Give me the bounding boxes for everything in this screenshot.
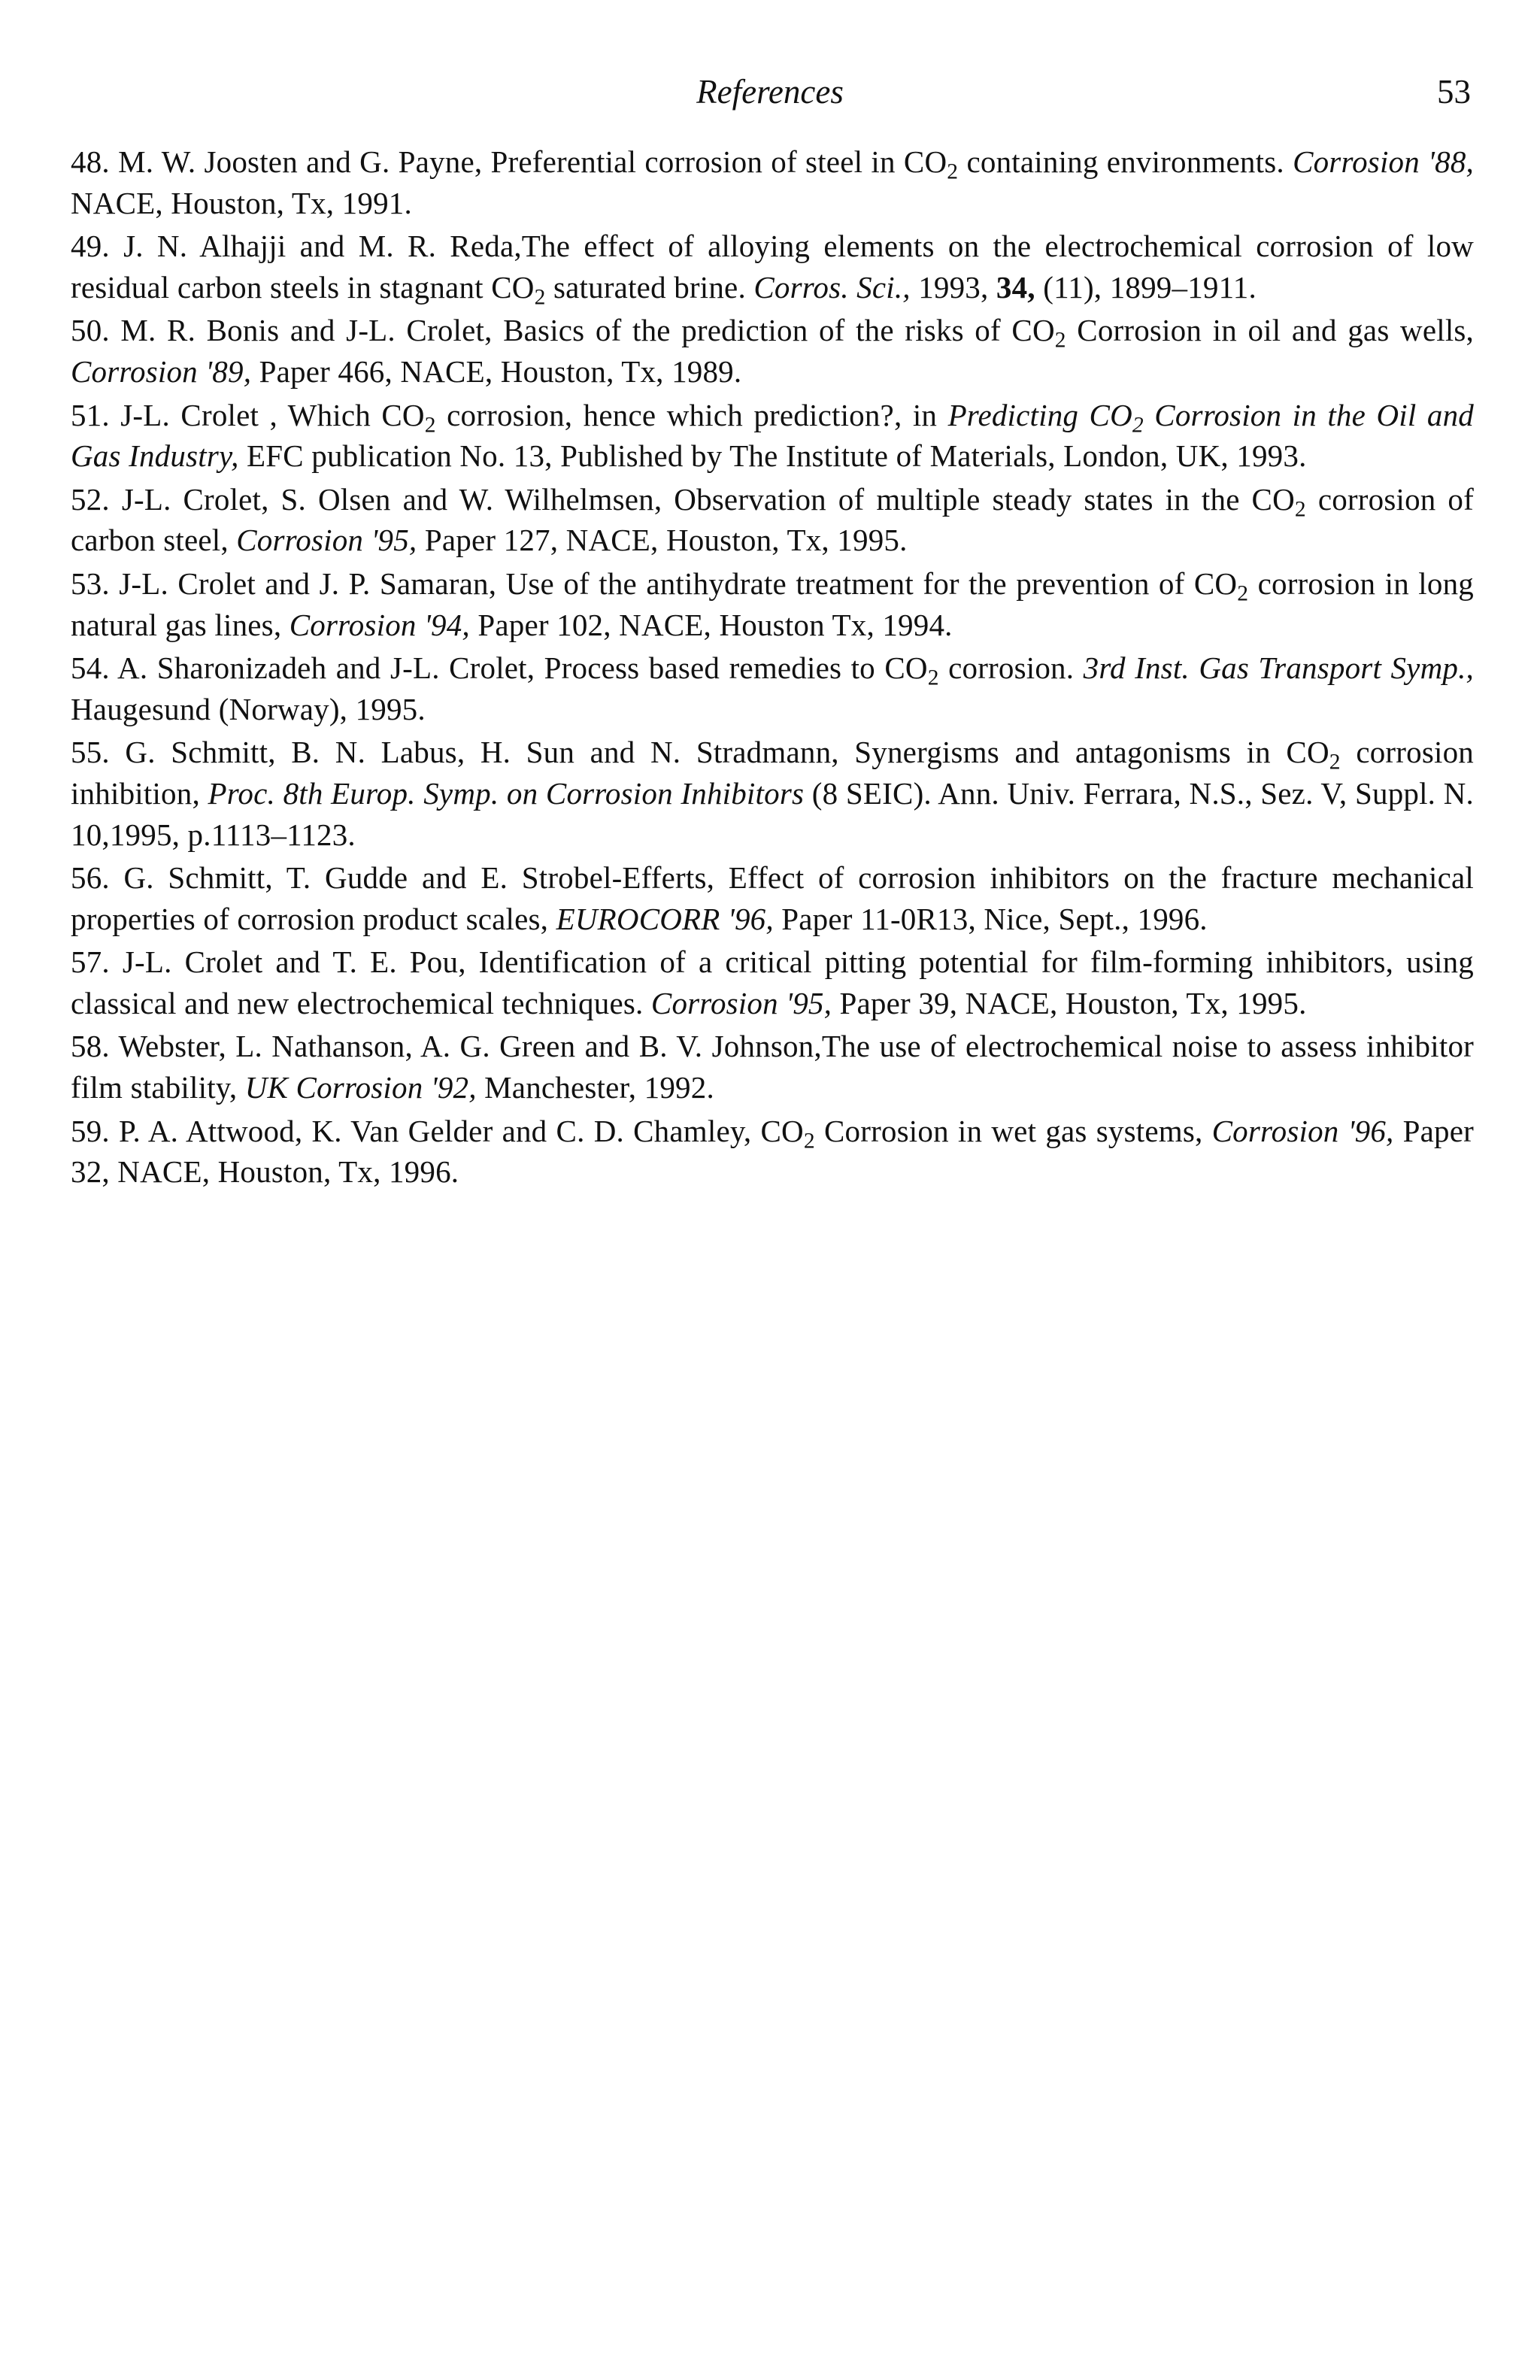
subscript-text: 2	[1294, 497, 1306, 521]
italic-text: Corrosion '88,	[1293, 144, 1474, 179]
reference-number: 55.	[71, 735, 126, 770]
subscript-text: 2	[1054, 328, 1066, 353]
reference-text: J-L. Crolet, S. Olsen and W. Wilhelmsen, Observation of multiple steady states in the CO	[121, 481, 1295, 517]
bold-text: 34,	[996, 269, 1035, 305]
reference-text: P. A. Attwood, K. Van Gelder and C. D. Chamley, CO	[119, 1113, 804, 1148]
reference-item	[71, 1026, 1474, 1108]
reference-number: 51.	[71, 397, 121, 432]
reference-text: G. Schmitt, B. N. Labus, H. Sun and N. Stradmann, Synergisms and antagonisms in CO	[125, 735, 1329, 770]
reference-item	[71, 563, 1474, 645]
subscript-text: 2	[803, 1128, 815, 1153]
italic-text: Corrosion '89,	[71, 353, 252, 389]
italic-text: UK Corrosion '92,	[244, 1070, 477, 1105]
reference-text: corrosion in long natural gas lines,	[71, 565, 1475, 642]
subscript-text: 2	[1237, 581, 1249, 606]
reference-text: A. Sharonizadeh and J-L. Crolet, Process based remedies to CO	[117, 650, 928, 686]
italic-text: EUROCORR '96,	[556, 901, 774, 936]
reference-item	[71, 732, 1474, 855]
reference-text: J-L. Crolet and J. P. Samaran, Use of the antihydrate treatment for the prevention of CO	[119, 565, 1238, 601]
reference-text: Paper 102, NACE, Houston Tx, 1994.	[469, 607, 953, 642]
subscript-text: 2	[534, 285, 546, 310]
italic-text: Corros. Sci.,	[753, 269, 911, 305]
reference-text: Paper 127, NACE, Houston, Tx, 1995.	[417, 523, 908, 558]
reference-text: Paper 32, NACE, Houston, Tx, 1996.	[71, 1113, 1474, 1190]
reference-text: Paper 11-0R13, Nice, Sept., 1996.	[773, 901, 1208, 936]
reference-text: containing environments.	[958, 144, 1293, 179]
reference-text: Manchester, 1992.	[476, 1070, 714, 1105]
reference-text: G. Schmitt, T. Gudde and E. Strobel-Efferts, Effect of corrosion inhibitors on the fracture mechanical properties of corrosion product scales,	[71, 860, 1474, 936]
italic-text: Corrosion '96,	[1211, 1113, 1394, 1148]
reference-text: M. W. Joosten and G. Payne, Preferential corrosion of steel in CO	[118, 144, 947, 179]
subscript-text: 2	[1132, 412, 1144, 437]
reference-number: 52.	[71, 481, 122, 517]
reference-text: (8 SEIC). Ann. Univ. Ferrara, N.S., Sez. V, Suppl. N. 10,1995, p.1113–1123.	[71, 775, 1475, 852]
reference-number: 53.	[71, 565, 120, 601]
reference-text: 1993,	[910, 269, 996, 305]
reference-text: Haugesund (Norway), 1995.	[71, 691, 426, 726]
reference-item	[71, 395, 1474, 477]
reference-text: corrosion, hence which prediction?, in	[435, 397, 948, 432]
italic-text: Predicting CO	[947, 397, 1132, 432]
running-head: References	[696, 73, 844, 111]
reference-text: J-L. Crolet and T. E. Pou, Identification of a critical pitting potential for film-forming inhibitors, using classical and new electrochemical techniques.	[71, 944, 1474, 1020]
reference-number: 56.	[71, 860, 124, 896]
italic-text: Corrosion in the Oil and Gas Industry,	[71, 397, 1474, 474]
reference-text: NACE, Houston, Tx, 1991.	[71, 185, 412, 220]
reference-text: J-L. Crolet , Which CO	[120, 397, 425, 432]
page-number: 53	[1437, 73, 1471, 111]
subscript-text: 2	[947, 159, 959, 184]
reference-item	[71, 141, 1474, 223]
reference-item	[71, 647, 1474, 729]
reference-text: Paper 466, NACE, Houston, Tx, 1989.	[251, 353, 742, 389]
reference-item	[71, 479, 1474, 561]
reference-text: saturated brine.	[545, 269, 754, 305]
reference-item	[71, 226, 1474, 308]
subscript-text: 2	[927, 665, 939, 690]
reference-text: corrosion.	[938, 650, 1084, 686]
reference-number: 59.	[71, 1113, 120, 1148]
reference-text: Corrosion in oil and gas wells,	[1066, 313, 1475, 348]
reference-text: Corrosion in wet gas systems,	[814, 1113, 1212, 1148]
reference-text: Paper 39, NACE, Houston, Tx, 1995.	[832, 985, 1307, 1020]
reference-number: 48.	[71, 144, 119, 179]
italic-text: Corrosion '95,	[236, 523, 417, 558]
italic-text: Proc. 8th Europ. Symp. on Corrosion Inhibitors	[208, 775, 805, 811]
reference-text: corrosion of carbon steel,	[71, 481, 1474, 558]
reference-number: 50.	[71, 313, 121, 348]
reference-item	[71, 310, 1474, 392]
reference-text: corrosion inhibition,	[71, 735, 1474, 811]
page-header	[0, 69, 1540, 122]
reference-item	[71, 857, 1474, 939]
reference-number: 57.	[71, 944, 123, 980]
subscript-text: 2	[424, 412, 436, 437]
reference-text: M. R. Bonis and J-L. Crolet, Basics of the prediction of the risks of CO	[120, 313, 1055, 348]
subscript-text: 2	[1329, 750, 1341, 775]
reference-number: 58.	[71, 1029, 119, 1064]
reference-text: EFC publication No. 13, Published by The Institute of Materials, London, UK, 1993.	[238, 438, 1307, 474]
italic-text: 3rd Inst. Gas Transport Symp.,	[1083, 650, 1474, 686]
italic-text: Corrosion '95,	[650, 985, 832, 1020]
reference-number: 49.	[71, 229, 124, 264]
reference-list	[71, 141, 1474, 1195]
reference-text: Webster, L. Nathanson, A. G. Green and B. V. Johnson,The use of electrochemical noise to assess inhibitor film stability,	[71, 1029, 1474, 1105]
reference-text: (11), 1899–1911.	[1035, 269, 1257, 305]
reference-item	[71, 1111, 1474, 1193]
reference-text: J. N. Alhajji and M. R. Reda,The effect of alloying elements on the electrochemical corrosion of low residual carbon steels in stagnant CO	[71, 229, 1474, 305]
italic-text: Corrosion '94,	[289, 607, 470, 642]
reference-number: 54.	[71, 650, 118, 686]
reference-item	[71, 941, 1474, 1023]
